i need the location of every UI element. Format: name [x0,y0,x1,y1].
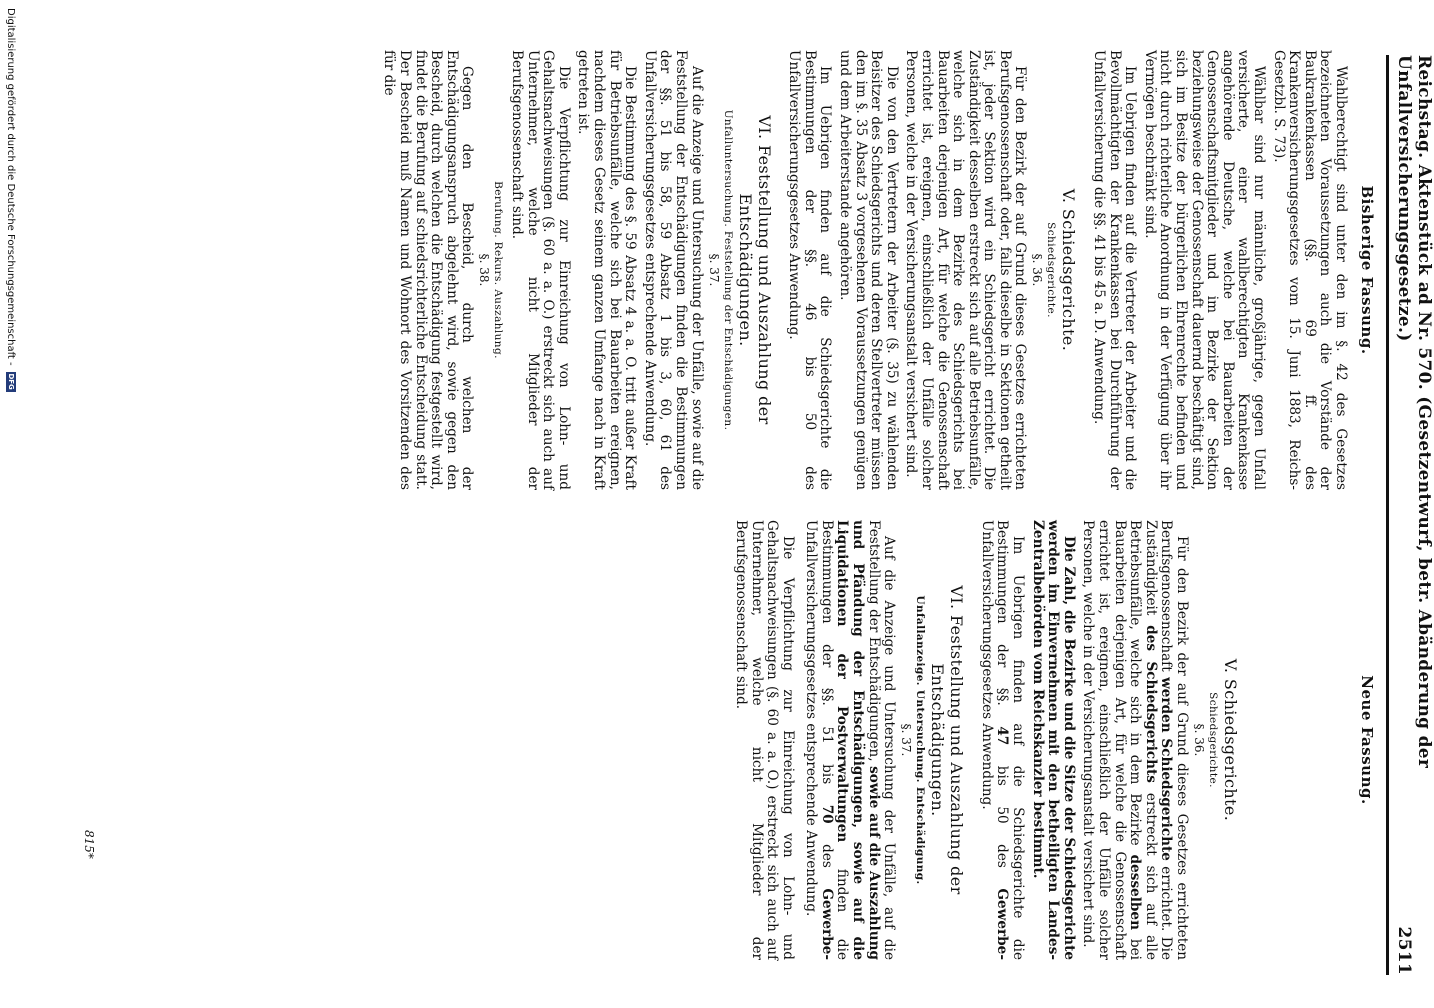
amended-text: desselben [1127,854,1144,930]
amended-text: Gewerbe- [994,888,1011,960]
paragraph: Die Bestimmung des §. 59 Absatz 4 a. a. O. tritt außer Kraft für Betriebsunfälle, welche sich bei Bauarbeiten ereignen, nachdem dieses Gesetz seinem ganzen Umfange nach in Kraft getreten ist. [575,50,639,490]
paragraph-number: §. 38. [477,253,492,287]
amended-text: des Schiedsgerichts [1142,625,1159,783]
header-title: Reichstag. Aktenstück ad Nr. 570. (Gesetzentwurf, betr. Abänderung der Unfallversicherungsgesetze.) [1394,55,1434,769]
text-run: Für den Bezirk der auf Grund dieses Gesetzes errichteten Berufsgenossenschaft [1158,520,1190,960]
paragraph: Auf die Anzeige und Untersuchung der Unfälle, sowie auf die Feststellung der Entschädigungen finden die Bestimmungen der §§. 51 bis 58, 59 Absatz 1 bis 3, 60, 61 des Unfallversicherungsgesetzes entsprechende Anwendung. [641,50,705,490]
digitization-note: Digitalisierung gefördert durch die Deutsche Forschungsgemeinschaft - [5,8,17,366]
paragraph: Die Verpflichtung zur Einreichung von Lohn- und Gehaltsnachweisungen (§. 60 a. a. O.) erstreckt sich auch auf Unternehmer, welche nicht Mitglieder der Berufsgenossenschaft sind. [509,50,572,490]
column-previous-version [377,50,1382,490]
paragraph: Im Uebrigen finden auf die Vertreter der Arbeiter und die Bevollmächtigten der Krankenkassen bei Durchführung der Unfallversicherung die §§. 41 bis 45 a. D. Anwendung. [1091,50,1139,490]
text-run: bis 50 des [994,745,1011,889]
paragraph [803,520,897,960]
column-heading-new: Neue Fassung. [1358,675,1376,805]
paragraph: Gegen den Bescheid, durch welchen der Entschädigungsanspruch abgelehnt wird, sowie gegen den Bescheid, durch welchen die Entschädigung festgestellt wird, findet die Berufung auf schiedsrichterliche Entscheidung statt. Der Bescheid muß Namen und Wohnort des Vorsitzenden des für die [381,50,476,490]
paragraph-number: §. 37. [706,253,721,287]
digitization-footer [4,0,18,1008]
paragraph: Die von den Vertretern der Arbeiter (§. 35) zu wählenden Beisitzer des Schiedsgerichts und deren Stellvertreter müssen den im §. 35 Absatz 3 vorgesehenen Voraussetzungen genügen und dem Arbeiterstande angehören. [836,50,900,490]
text-run: Unfallversicherungsgesetzes Anwendung. [978,520,995,810]
text-run: finden die Bestimmungen der §§. 51 bis [818,520,851,960]
column-new-version [728,520,1382,960]
paragraph: Wählbar sind nur männliche, großjährige, gegen Unfall versicherte, einer wahlberechtigten Krankenkasse angehörende Deutsche, welche bei Bauarbeiten der Genossenschaftsmitglieder und im Bezirke der Sektion beziehungsweise der Genossenschaft dauernd beschäftigt sind, sich im Besitze der bürgerlichen Ehrenrechte befinden und nicht durch richterliche Anordnung in der Verfügung über ihr Vermögen beschränkt sind. [1141,50,1268,490]
amended-text: 47 [994,726,1011,746]
amended-text: 70 [818,804,835,824]
header-rule [1386,55,1389,975]
paragraph: Im Uebrigen finden auf die Schiedsgerichte die Bestimmungen der §§. 46 bis 50 des Unfallversicherungsgesetzes Anwendung. [786,50,834,490]
page-mark: 815* [82,830,96,859]
section-title: VI. Feststellung und Auszahlung der Entschädigungen. [735,115,774,425]
text-run: Unfallversicherungsgesetzes entsprechende Anwendung. [803,520,820,917]
text-run: bei Bauarbeiten derjenigen Art, für welche die Genossenschaft errichtet ist, ereignen, einschließlich der Unfälle solcher Personen, welche in der Versicherungsanstalt versichert sind. [1080,520,1144,960]
text-run: erstreckt sich auf alle Betriebsunfälle, welche sich in dem Bezirke [1127,520,1159,960]
paragraph: Wahlberechtigt sind unter den im §. 42 des Gesetzes bezeichneten Voraussetzungen auch die Vorstände der Baukrankenkassen (§§. 69 ff. des Krankenversicherungsgesetzes vom 15. Juni 1883, Reichs-Gesetzbl. S. 73). [1270,50,1349,490]
section-title: V. Schiedsgerichte. [1059,188,1079,352]
text-run: Im Uebrigen finden auf die Schiedsgerichte die Bestimmungen der §§. [994,520,1027,960]
text-run: errichtet. Die Zuständigkeit [1142,520,1175,961]
text-run: des [818,823,835,889]
text-run: Auf die Anzeige und Untersuchung der Unfälle, auf die Feststellung der Entschädigungen, [865,520,898,960]
paragraph-number: §. 36. [1192,723,1206,757]
amended-text: sowie auf die Auszahlung und Pfändung der Entschädigungen, sowie auf die Liquidationen der Postverwaltungen [834,520,882,960]
column-heading-previous: Bisherige Fassung. [1358,185,1376,355]
section-subtitle: Unfalluntersuchung. Feststellung der Entschädigungen. [721,109,734,431]
paragraph: Die Verpflichtung zur Einreichung von Lohn- und Gehaltsnachweisungen (§. 60 a. a. O.) erstreckt sich auch auf Unternehmer, welche nicht Mitglieder der Berufsgenossenschaft sind. [732,520,796,960]
paragraph-number: §. 37. [899,723,914,757]
amended-paragraph: Die Zahl, die Bezirke und die Sitze der Schiedsgerichte werden im Einvernehmen mit den betheiligten Landes-Zentralbehörden vom Reichskanzler bestimmt. [1029,520,1077,960]
paragraph-number: §. 36. [1030,253,1045,287]
section-subtitle: Berufung. Rekurs. Auszahlung. [492,181,505,359]
amended-text: werden Schiedsgerichte [1158,677,1175,861]
paragraph: Für den Bezirk der auf Grund dieses Gesetzes errichteten Berufsgenossenschaft oder, falls dieselbe in Sektionen getheilt ist, jeder Sektion wird ein Schiedsgericht errichtet. Die Zuständigkeit desselben erstreckt sich auf alle Betriebsunfälle, welche sich in dem Bezirke des Schiedsgerichts bei Bauarbeiten derjenigen Art, für welche die Genossenschaft errichtet ist, ereignen, einschließlich der Unfälle solcher Personen, welche in der Versicherungsanstalt versichert sind. [903,50,1029,490]
section-subtitle: Unfallanzeige. Untersuchung. Entschädigung. [914,595,927,885]
page-header [1394,55,1434,975]
page-number: 2511 [1394,926,1414,975]
section-subtitle: Schiedsgerichte. [1207,692,1219,788]
section-title: VI. Feststellung und Auszahlung der Entschädigungen. [928,585,967,895]
section-subtitle: Schiedsgerichte. [1045,222,1058,318]
amended-text: Gewerbe- [818,888,835,960]
paragraph [978,520,1025,960]
paragraph [1080,520,1189,960]
dfg-logo-icon: DFG [7,373,15,390]
section-title: V. Schiedsgerichte. [1221,658,1240,822]
